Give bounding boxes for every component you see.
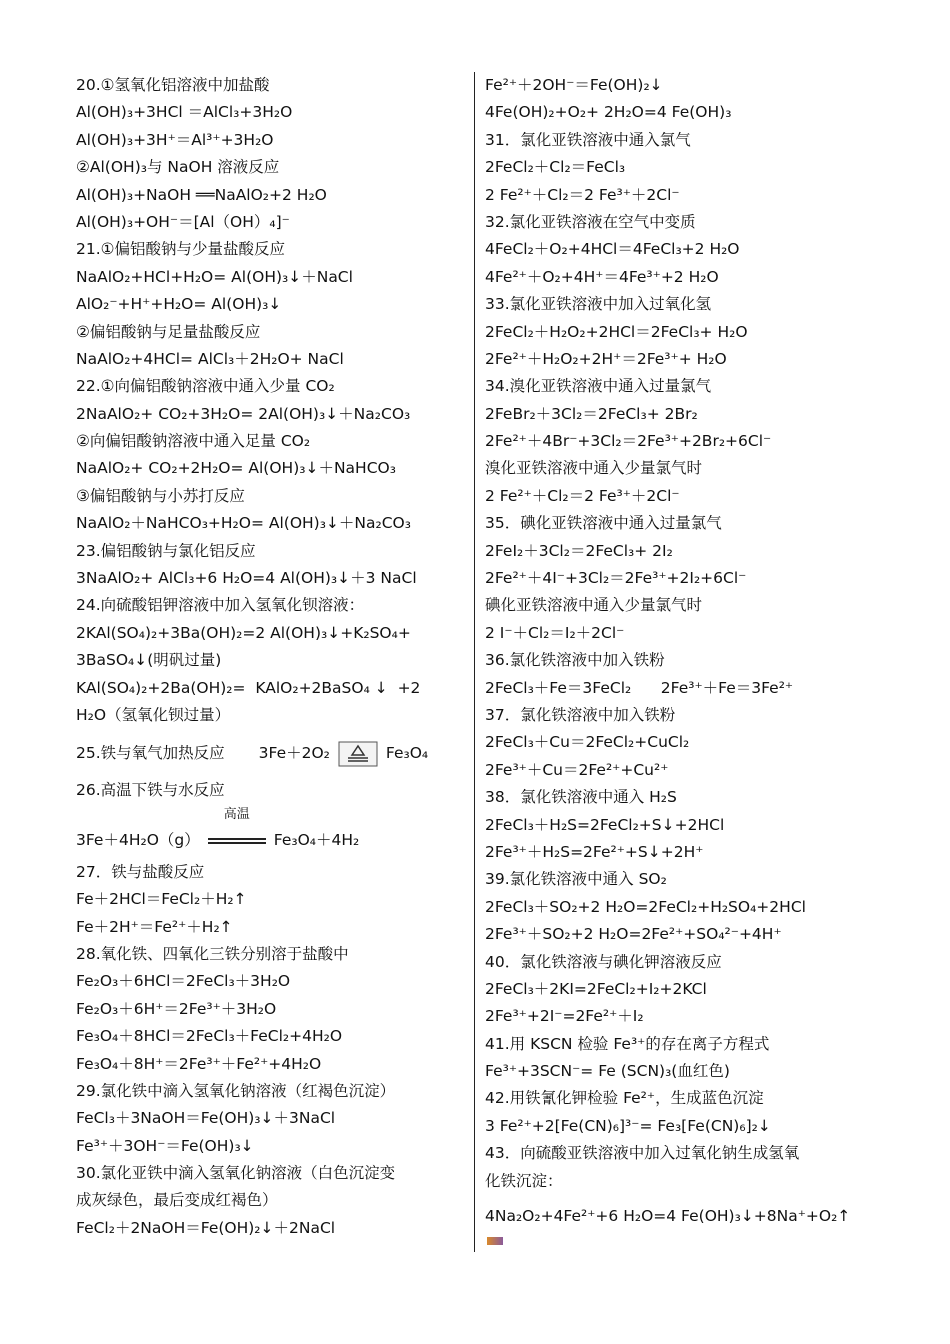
- equation-line: 2FeCl₃＋2KI=2FeCl₂+I₂+2KCl: [485, 979, 707, 998]
- equation-line: Al(OH)₃+OH⁻＝[Al（OH）₄]⁻: [76, 212, 290, 231]
- equation-line: 2Fe²⁺＋4Br⁻+3Cl₂＝2Fe³⁺+2Br₂+6Cl⁻: [485, 432, 772, 451]
- equation-line: Fe＋2HCl＝FeCl₂＋H₂↑: [76, 890, 247, 909]
- equation-line: Fe₂O₃＋6HCl＝2FeCl₃＋3H₂O: [76, 972, 291, 991]
- equation-line: ②偏铝酸钠与足量盐酸反应: [76, 322, 261, 341]
- equation-line: 2FeCl₂＋Cl₂＝FeCl₃: [485, 158, 626, 177]
- column-divider: [474, 72, 475, 1252]
- equation-line: Fe₃O₄＋8HCl＝2FeCl₃＋FeCl₂+4H₂O: [76, 1027, 343, 1046]
- equation-line: 42.用铁氰化钾检验 Fe²⁺，生成蓝色沉淀: [485, 1089, 764, 1108]
- equation-line: 2 Fe²⁺＋Cl₂＝2 Fe³⁺＋2Cl⁻: [485, 185, 680, 204]
- right-column: [485, 72, 925, 1244]
- equation-line: 29.氯化铁中滴入氢氧化钠溶液（红褐色沉淀）: [76, 1081, 396, 1100]
- equation-line: NaAlO₂+ CO₂+2H₂O= Al(OH)₃↓＋NaHCO₃: [76, 459, 396, 478]
- equation-line: 3NaAlO₂+ AlCl₃+6 H₂O=4 Al(OH)₃↓＋3 NaCl: [76, 569, 417, 588]
- equation-line: Al(OH)₃+3H⁺＝Al³⁺+3H₂O: [76, 130, 274, 149]
- eq25-reactants: 3Fe＋2O₂: [258, 744, 330, 763]
- equation-line: 39.氯化铁溶液中通入 SO₂: [485, 870, 667, 889]
- equation-line: 27．铁与盐酸反应: [76, 862, 205, 881]
- equation-line: 3 Fe²⁺+2[Fe(CN)₆]³⁻= Fe₃[Fe(CN)₆]₂↓: [485, 1116, 771, 1135]
- equation-line: 成灰绿色，最后变成红褐色）: [76, 1191, 278, 1210]
- equation-line: 35．碘化亚铁溶液中通入过量氯气: [485, 514, 722, 533]
- equation-line: KAl(SO₄)₂+2Ba(OH)₂= KAlO₂+2BaSO₄ ↓ +2: [76, 678, 421, 697]
- equation-line: Fe³⁺+3SCN⁻= Fe (SCN)₃(血红色): [485, 1062, 730, 1081]
- equation-line: 2FeCl₃＋Fe＝3FeCl₂ 2Fe³⁺＋Fe＝3Fe²⁺: [485, 678, 794, 697]
- equation-line: 2FeCl₃＋H₂S=2FeCl₂+S↓+2HCl: [485, 815, 725, 834]
- equation-line: 28.氧化铁、四氧化三铁分别溶于盐酸中: [76, 944, 349, 963]
- equation-line: 37．氯化铁溶液中加入铁粉: [485, 705, 676, 724]
- eq25-label: 25.铁与氧气加热反应: [76, 744, 225, 763]
- equation-line: 36.氯化铁溶液中加入铁粉: [485, 651, 665, 670]
- equation-line: FeCl₃＋3NaOH＝Fe(OH)₃↓＋3NaCl: [76, 1109, 336, 1128]
- equation-line: 4Fe(OH)₂+O₂+ 2H₂O=4 Fe(OH)₃: [485, 103, 732, 122]
- equation-line: ②向偏铝酸钠溶液中通入足量 CO₂: [76, 432, 311, 451]
- equation-line: 2FeI₂＋3Cl₂＝2FeCl₃+ 2I₂: [485, 541, 673, 560]
- equation-line: 2Fe³⁺＋SO₂+2 H₂O=2Fe²⁺+SO₄²⁻+4H⁺: [485, 925, 782, 944]
- equation-line: 溴化亚铁溶液中通入少量氯气时: [485, 459, 703, 478]
- equation-line: Al(OH)₃+NaOH ══NaAlO₂+2 H₂O: [76, 185, 327, 204]
- equation-line: 21.①偏铝酸钠与少量盐酸反应: [76, 240, 286, 259]
- equation-line: 化铁沉淀：: [485, 1171, 563, 1190]
- equation-line: 2KAl(SO₄)₂+3Ba(OH)₂=2 Al(OH)₃↓+K₂SO₄+: [76, 623, 411, 642]
- eq26-line: [76, 805, 468, 859]
- equation-line: 4Fe²⁺＋O₂+4H⁺＝4Fe³⁺+2 H₂O: [485, 267, 719, 286]
- equation-line: 43．向硫酸亚铁溶液中加入过氧化钠生成氢氧: [485, 1144, 800, 1163]
- equation-line: 33.氯化亚铁溶液中加入过氧化氢: [485, 295, 712, 314]
- equation-line: 2Fe²⁺＋4I⁻+3Cl₂＝2Fe³⁺+2I₂+6Cl⁻: [485, 569, 747, 588]
- equation-line: 32.氯化亚铁溶液在空气中变质: [485, 212, 696, 231]
- equation-line: 20.①氢氧化铝溶液中加盐酸: [76, 76, 270, 94]
- equation-line: 2FeCl₃＋Cu＝2FeCl₂+CuCl₂: [485, 733, 690, 752]
- equation-line: 2NaAlO₂+ CO₂+3H₂O= 2Al(OH)₃↓＋Na₂CO₃: [76, 404, 411, 423]
- eq25-line: [76, 729, 468, 777]
- equation-line: Al(OH)₃+3HCl ＝AlCl₃+3H₂O: [76, 103, 293, 122]
- left-column: [76, 72, 468, 1242]
- equation-line: 碘化亚铁溶液中通入少量氯气时: [485, 596, 703, 615]
- equation-line: 2FeCl₃＋SO₂+2 H₂O=2FeCl₂+H₂SO₄+2HCl: [485, 897, 806, 916]
- equation-line: 30.氯化亚铁中滴入氢氧化钠溶液（白色沉淀变: [76, 1164, 396, 1183]
- equation-line: 2Fe³⁺+2I⁻=2Fe²⁺＋I₂: [485, 1007, 644, 1026]
- equation-line: 2FeBr₂＋3Cl₂＝2FeCl₃+ 2Br₂: [485, 404, 698, 423]
- condition-label: 高温: [223, 807, 250, 823]
- heat-condition-icon: [338, 741, 378, 767]
- equation-line: 38．氯化铁溶液中通入 H₂S: [485, 788, 677, 807]
- equation-line: Fe₂O₃＋6H⁺＝2Fe³⁺＋3H₂O: [76, 999, 277, 1018]
- eq25-products: Fe₃O₄: [385, 744, 429, 763]
- equation-line: 40．氯化铁溶液与碘化钾溶液反应: [485, 952, 722, 971]
- equation-line: 2FeCl₂＋H₂O₂+2HCl＝2FeCl₃+ H₂O: [485, 322, 748, 341]
- equation-line: NaAlO₂+4HCl= AlCl₃＋2H₂O+ NaCl: [76, 349, 344, 368]
- image-fragment-row: [485, 1230, 925, 1244]
- equation-line: 2Fe³⁺＋Cu＝2Fe²⁺+Cu²⁺: [485, 760, 669, 779]
- equation-line: 26.高温下铁与水反应: [76, 781, 225, 800]
- equation-line: 31．氯化亚铁溶液中通入氯气: [485, 130, 691, 149]
- equation-line: ③偏铝酸钠与小苏打反应: [76, 486, 245, 505]
- equation-line: Fe₃O₄＋8H⁺＝2Fe³⁺＋Fe²⁺+4H₂O: [76, 1054, 322, 1073]
- equation-line: 4FeCl₂＋O₂+4HCl＝4FeCl₃+2 H₂O: [485, 240, 740, 259]
- equation-line: 2Fe³⁺＋H₂S=2Fe²⁺+S↓+2H⁺: [485, 842, 704, 861]
- equation-line: 2Fe²⁺＋H₂O₂+2H⁺＝2Fe³⁺+ H₂O: [485, 349, 727, 368]
- eq26-reactants: 3Fe＋4H₂O（g）: [76, 830, 200, 849]
- eq26-products: Fe₃O₄＋4H₂: [273, 830, 360, 849]
- equation-line: 24.向硫酸铝钾溶液中加入氢氧化钡溶液：: [76, 596, 365, 615]
- equation-line: FeCl₂＋2NaOH＝Fe(OH)₂↓＋2NaCl: [76, 1218, 336, 1237]
- small-image-icon: [487, 1237, 503, 1245]
- equation-line: ②Al(OH)₃与 NaOH 溶液反应: [76, 158, 280, 177]
- equation-line: NaAlO₂＋NaHCO₃+H₂O= Al(OH)₃↓＋Na₂CO₃: [76, 514, 411, 533]
- equation-line: 22.①向偏铝酸钠溶液中通入少量 CO₂: [76, 377, 335, 396]
- equation-line: NaAlO₂+HCl+H₂O= Al(OH)₃↓＋NaCl: [76, 267, 353, 286]
- equation-line: 2 I⁻＋Cl₂＝I₂＋2Cl⁻: [485, 623, 625, 642]
- equation-line: 3BaSO₄↓(明矾过量): [76, 651, 222, 670]
- equation-line: Fe＋2H⁺＝Fe²⁺＋H₂↑: [76, 917, 233, 936]
- equation-line: 41.用 KSCN 检验 Fe³⁺的存在离子方程式: [485, 1034, 770, 1053]
- equation-line: Fe²⁺＋2OH⁻＝Fe(OH)₂↓: [485, 76, 663, 94]
- reaction-condition-arrow: [208, 807, 266, 850]
- equation-line: 4Na₂O₂+4Fe²⁺+6 H₂O=4 Fe(OH)₃↓+8Na⁺+O₂↑: [485, 1207, 851, 1226]
- equation-line: 23.偏铝酸钠与氯化铝反应: [76, 541, 256, 560]
- equation-line: 2 Fe²⁺＋Cl₂＝2 Fe³⁺＋2Cl⁻: [485, 486, 680, 505]
- equation-line: AlO₂⁻+H⁺+H₂O= Al(OH)₃↓: [76, 295, 282, 314]
- equation-line: H₂O（氢氧化钡过量）: [76, 705, 231, 724]
- equation-line: Fe³⁺＋3OH⁻＝Fe(OH)₃↓: [76, 1136, 254, 1155]
- equation-line: 34.溴化亚铁溶液中通入过量氯气: [485, 377, 712, 396]
